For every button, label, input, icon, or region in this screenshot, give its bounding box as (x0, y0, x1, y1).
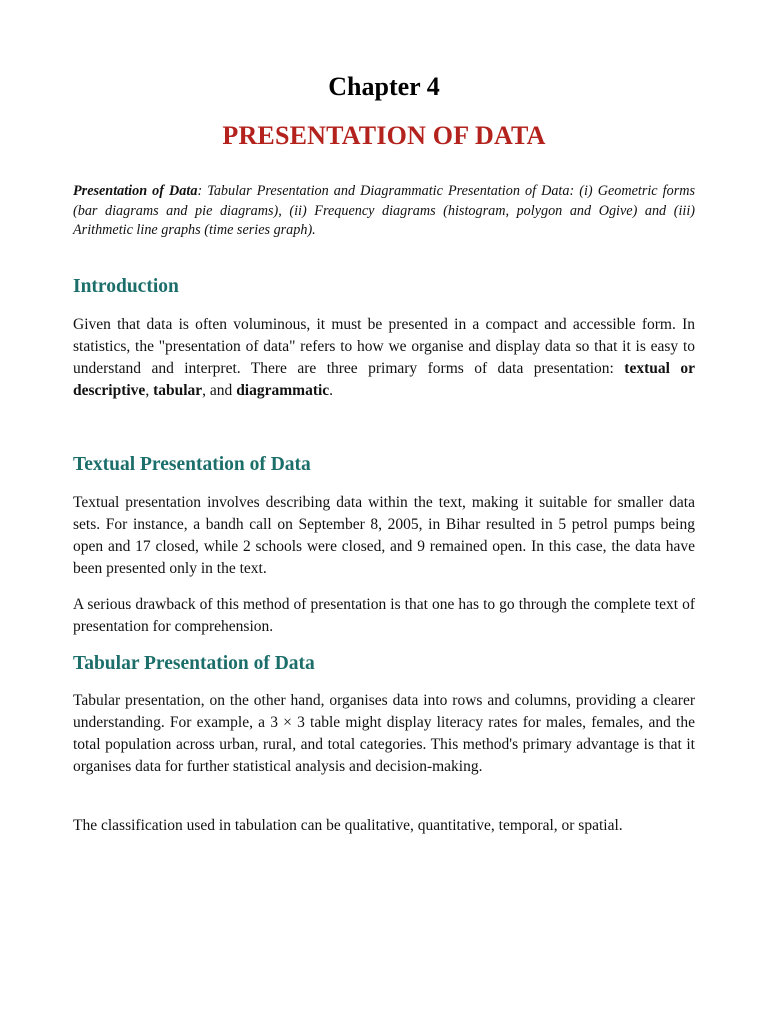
chapter-label: Chapter 4 (328, 72, 440, 101)
intro-bold-diagrammatic: diagrammatic (236, 382, 330, 399)
tabular-heading: Tabular Presentation of Data (73, 653, 315, 674)
intro-sep-2: , and (202, 382, 237, 399)
textual-heading: Textual Presentation of Data (73, 454, 311, 475)
intro-text: Given that data is often voluminous, it must be presented in a compact and accessible form. In statistics, the "presentation of data" refers to how we organise and display data so that it is easy to understand and interpret. There are three primary forms of data presentation: (73, 316, 695, 377)
intro-end: . (329, 382, 334, 399)
introduction-paragraph (73, 314, 695, 402)
abstract-text: : Tabular Presentation and Diagrammatic Presentation of Data: (i) Geometric forms (bar diagrams and pie diagrams), (ii) Frequency diagrams (histogram, polygon and Ogive) and (iii) Arithmetic line graphs (time series graph). (73, 183, 695, 238)
textual-paragraph-1: Textual presentation involves describing data within the text, making it suitable for smaller data sets. For instance, a bandh call on September 8, 2005, in Bihar resulted in 5 petrol pumps being open and 17 closed, while 2 schools were closed, and 9 remained open. In this case, the data have been presented only in the text. (73, 494, 695, 577)
intro-bold-tabular: tabular (153, 382, 203, 399)
abstract-lead: Presentation of Data (73, 183, 198, 199)
textual-paragraph-2: A serious drawback of this method of presentation is that one has to go through the complete text of presentation for comprehension. (73, 596, 695, 635)
tabular-paragraph-2: The classification used in tabulation can be qualitative, quantitative, temporal, or spatial. (73, 817, 623, 834)
intro-bold-textual: textual or descriptive (73, 360, 695, 399)
tabular-paragraph-1: Tabular presentation, on the other hand, organises data into rows and columns, providing a clearer understanding. For example, a 3 × 3 table might display literacy rates for males, females, and the total population across urban, rural, and total categories. This method's primary advantage is that it organises data for further statistical analysis and decision-making. (73, 692, 695, 775)
introduction-heading: Introduction (73, 276, 179, 297)
intro-sep-1: , (145, 382, 154, 399)
chapter-title: PRESENTATION OF DATA (222, 121, 546, 150)
chapter-abstract (73, 182, 695, 241)
